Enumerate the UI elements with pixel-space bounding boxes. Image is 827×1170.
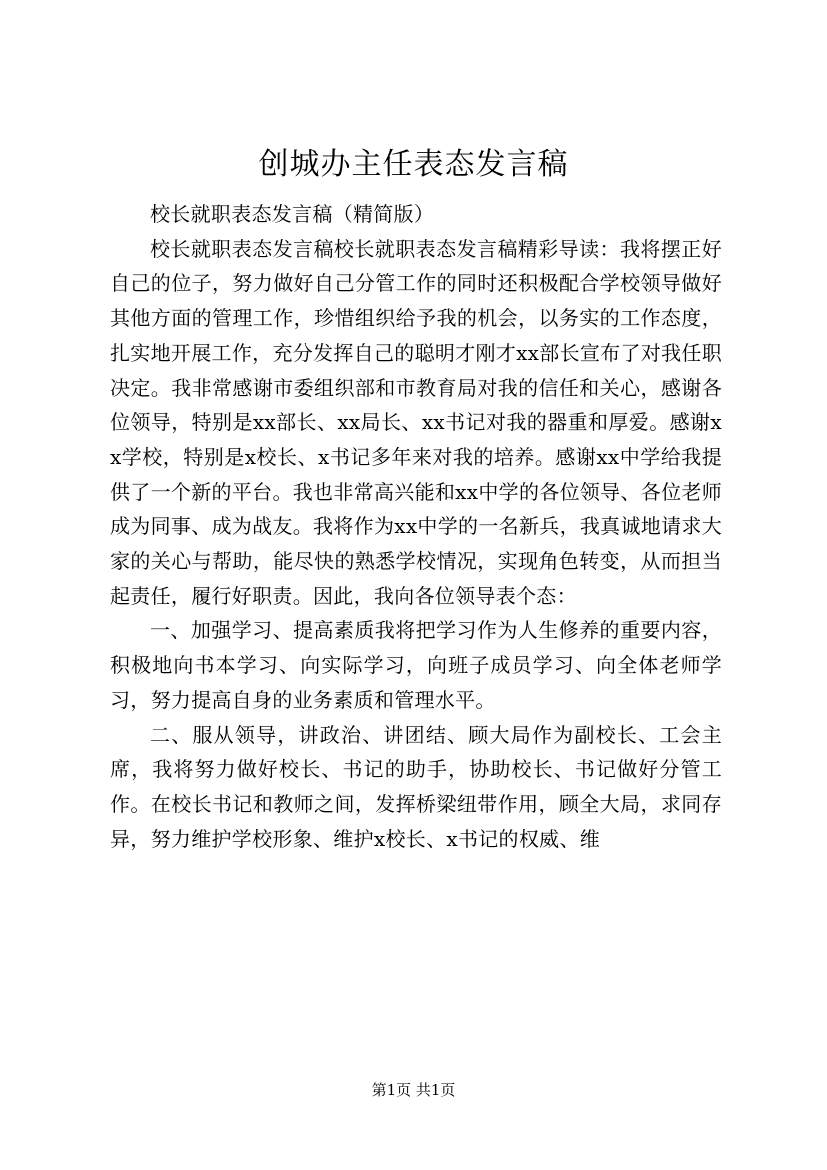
- point-one-paragraph: 一、加强学习、提高素质我将把学习作为人生修养的重要内容，积极地向书本学习、向实际学习，向班子成员学习、向全体老师学习，努力提高自身的业务素质和管理水平。: [110, 618, 722, 712]
- document-body: [110, 197, 722, 856]
- subtitle-paragraph: 校长就职表态发言稿（精简版）: [150, 202, 435, 226]
- point-two-paragraph: 二、服从领导，讲政治、讲团结、顾大局作为副校长、工会主席，我将努力做好校长、书记的助手，协助校长、书记做好分管工作。在校长书记和教师之间，发挥桥梁纽带作用，顾全大局，求同存异，努力维护学校形象、维护x校长、x书记的权威、维: [110, 722, 722, 851]
- intro-paragraph: 校长就职表态发言稿校长就职表态发言稿精彩导读：我将摆正好自己的位子，努力做好自己分管工作的同时还积极配合学校领导做好其他方面的管理工作，珍惜组织给予我的机会，以务实的工作态度，扎实地开展工作，充分发挥自己的聪明才刚才xx部长宣布了对我任职决定。我非常感谢市委组织部和市教育局对我的信任和关心，感谢各位领导，特别是xx部长、xx局长、xx书记对我的器重和厚爱。感谢xx学校，特别是x校长、x书记多年来对我的培养。感谢xx中学给我提供了一个新的平台。我也非常高兴能和xx中学的各位领导、各位老师成为同事、成为战友。我将作为xx中学的一名新兵，我真诚地请求大家的关心与帮助，能尽快的熟悉学校情况，实现角色转变，从而担当起责任，履行好职责。因此，我向各位领导表个态：: [110, 236, 722, 608]
- page-footer: 第1页 共1页: [371, 1081, 456, 1099]
- document-title: 创城办主任表态发言稿: [258, 147, 569, 182]
